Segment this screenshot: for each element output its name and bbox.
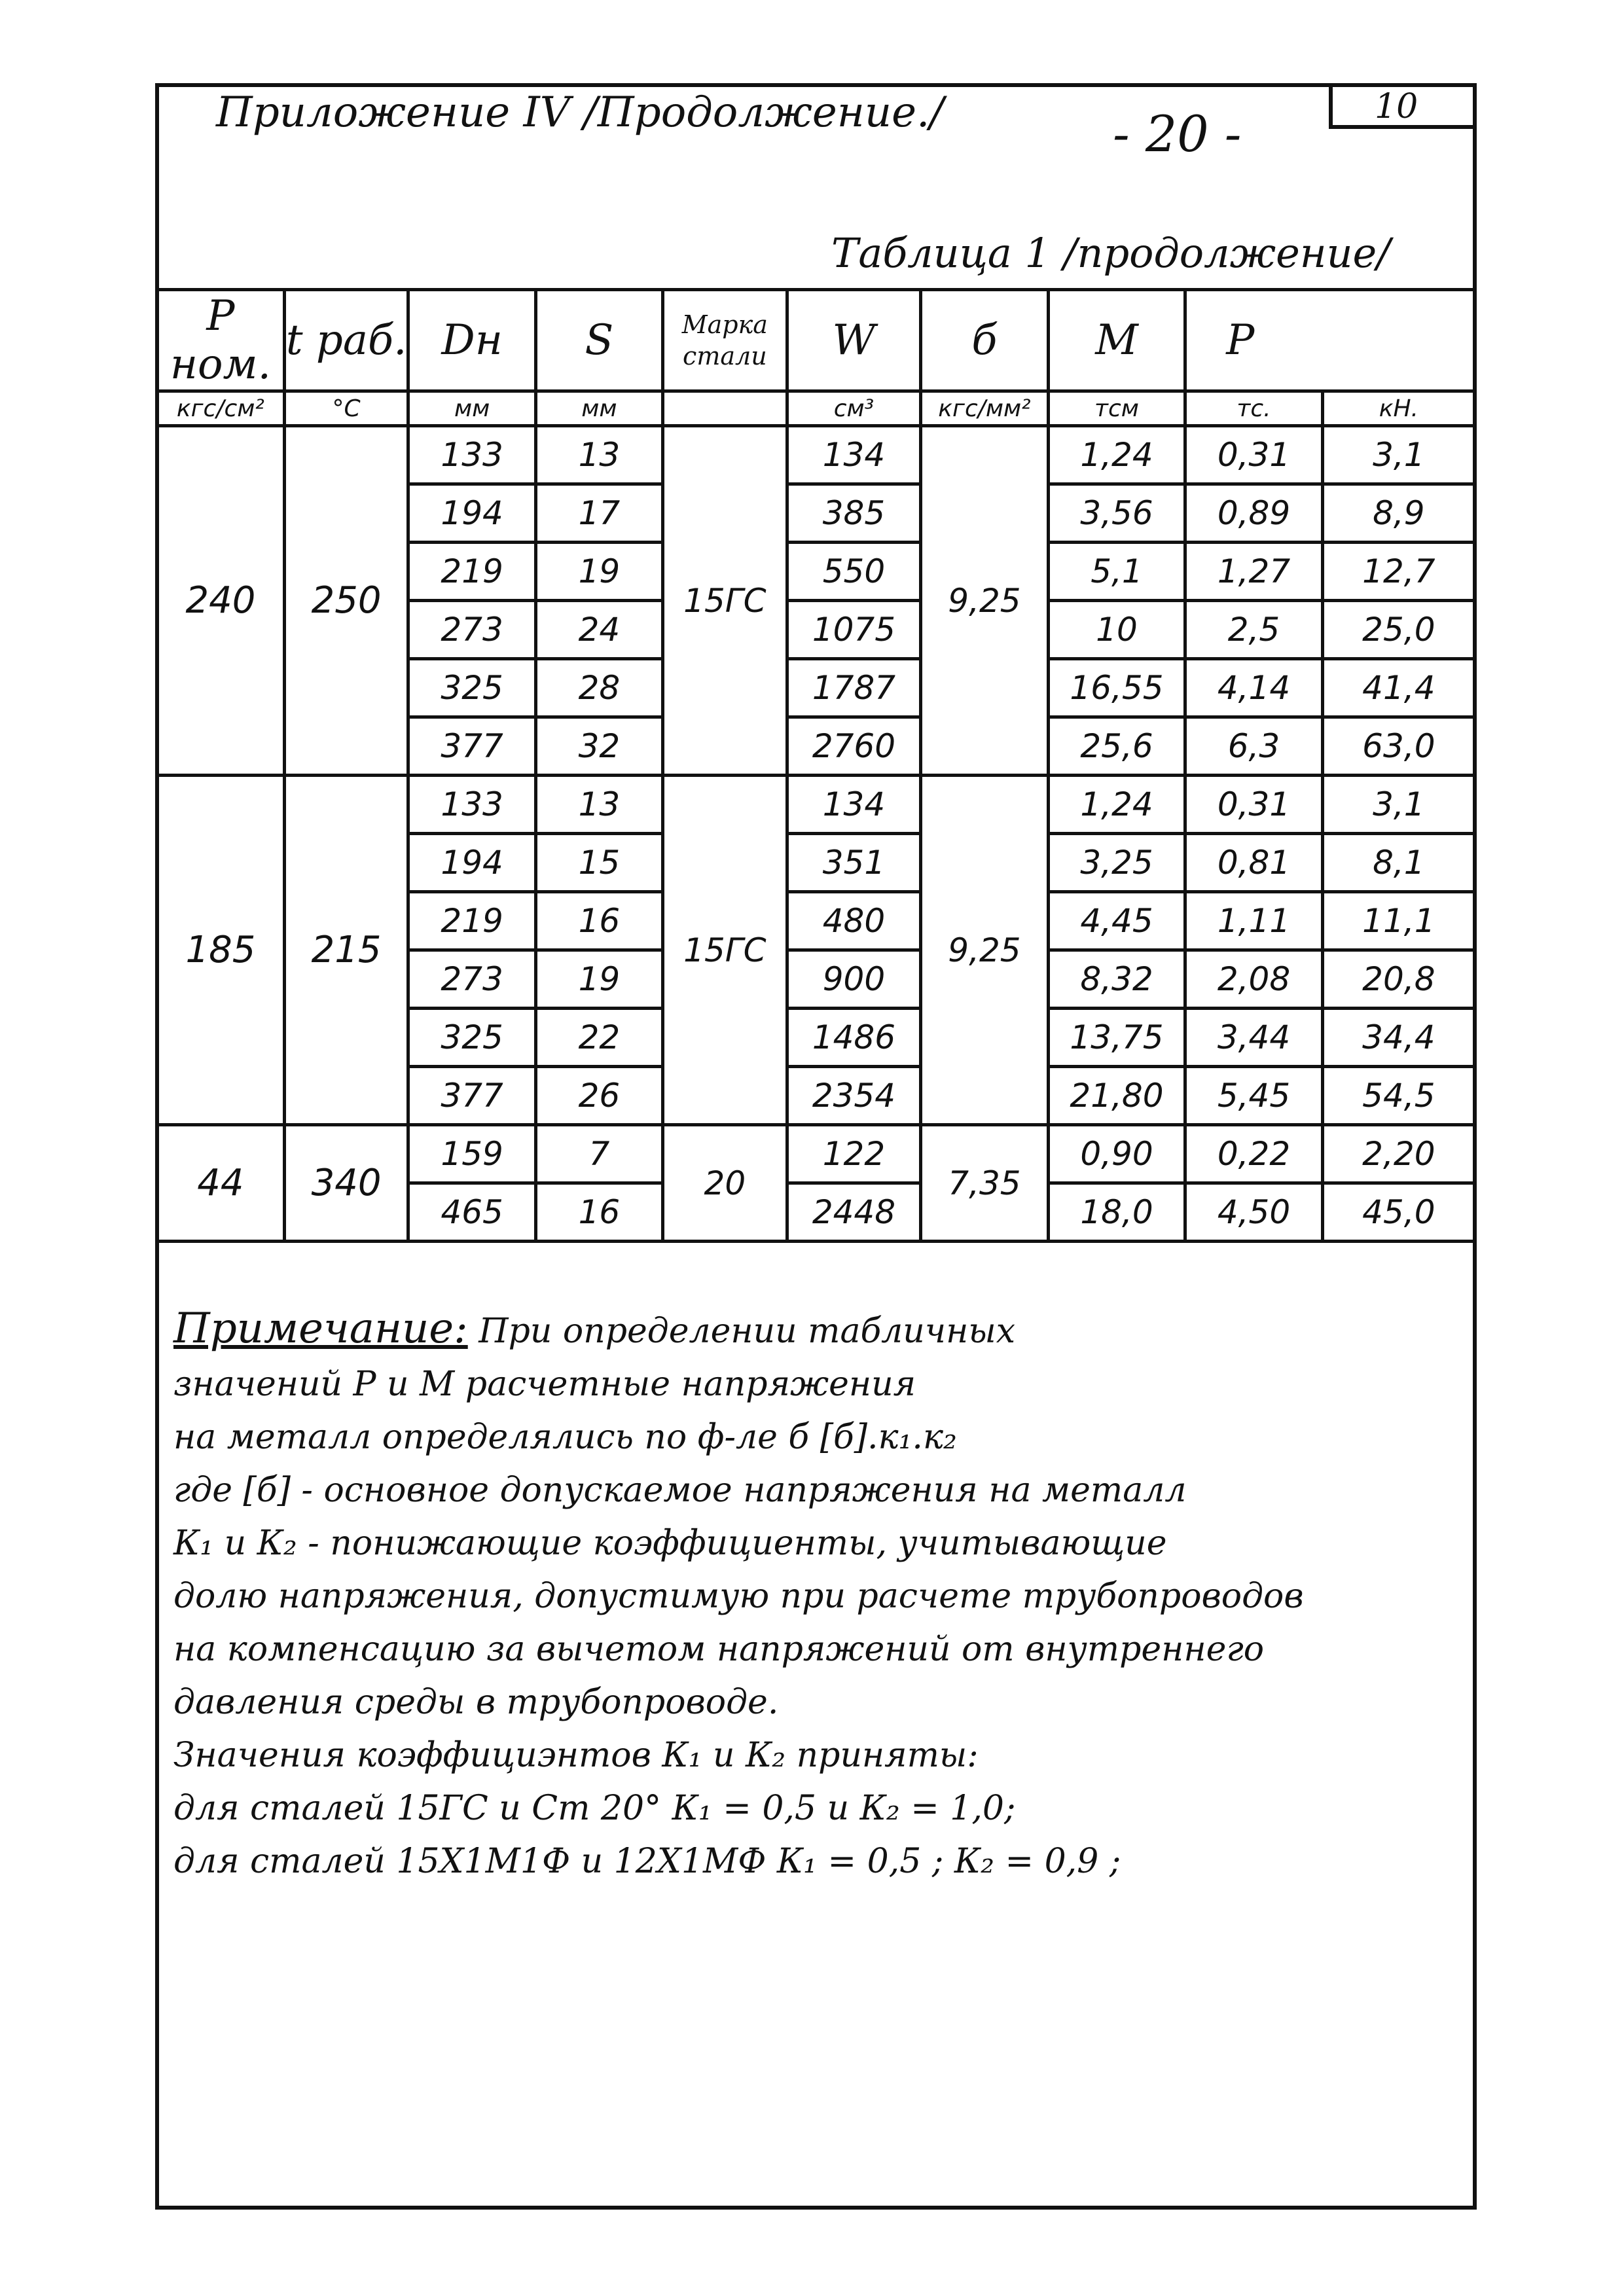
w-cell: 122 — [787, 1125, 921, 1183]
p-kn-cell: 54,5 — [1322, 1067, 1475, 1125]
s-cell: 16 — [535, 1183, 662, 1242]
note-line: долю напряжения, допустимую при расчете трубопроводов — [173, 1577, 1304, 1616]
w-cell: 385 — [787, 484, 921, 543]
col-header: P ном. — [157, 290, 285, 391]
p-kn-cell: 34,4 — [1322, 1009, 1475, 1067]
t-rab-cell: 340 — [284, 1125, 408, 1242]
dn-cell: 194 — [408, 484, 535, 543]
page-number: - 20 - — [1113, 105, 1242, 163]
p-kn-cell: 11,1 — [1322, 892, 1475, 950]
p-kn-cell: 41,4 — [1322, 659, 1475, 717]
p-ts-cell: 1,27 — [1185, 543, 1322, 601]
steel-grade-cell: 20 — [663, 1125, 787, 1242]
appendix-title: Приложение IV /Продолжение./ — [216, 88, 944, 137]
note-line: на металл определялись по ф-ле б [б].к₁.к₂ — [173, 1418, 957, 1457]
p-kn-cell: 8,1 — [1322, 834, 1475, 892]
dn-cell: 133 — [408, 776, 535, 834]
note-line: значений P и M расчетные напряжения — [173, 1365, 916, 1404]
dn-cell: 273 — [408, 601, 535, 659]
w-cell: 2448 — [787, 1183, 921, 1242]
data-table — [155, 288, 1477, 1243]
w-cell: 480 — [787, 892, 921, 950]
p-ts-cell: 3,44 — [1185, 1009, 1322, 1067]
dn-cell: 465 — [408, 1183, 535, 1242]
dn-cell: 273 — [408, 950, 535, 1009]
note-line: для сталей 15ГС и Ст 20° К₁ = 0,5 и К₂ = 1,0; — [173, 1789, 1016, 1828]
s-cell: 17 — [535, 484, 662, 543]
s-cell: 24 — [535, 601, 662, 659]
w-cell: 1075 — [787, 601, 921, 659]
p-ts-cell: 5,45 — [1185, 1067, 1322, 1125]
p-nom-cell: 44 — [157, 1125, 285, 1242]
w-cell: 2354 — [787, 1067, 921, 1125]
dn-cell: 133 — [408, 426, 535, 484]
sigma-cell: 9,25 — [921, 426, 1048, 776]
steel-grade-cell: 15ГС — [663, 426, 787, 776]
note-line: К₁ и К₂ - понижающие коэффициенты, учитывающие — [173, 1524, 1167, 1563]
col-header: M — [1048, 290, 1185, 391]
p-ts-cell: 1,11 — [1185, 892, 1322, 950]
s-cell: 19 — [535, 950, 662, 1009]
steel-grade-cell: 15ГС — [663, 776, 787, 1125]
m-cell: 10 — [1048, 601, 1185, 659]
p-ts-cell: 0,22 — [1185, 1125, 1322, 1183]
col-header: t раб. — [284, 290, 408, 391]
m-cell: 0,90 — [1048, 1125, 1185, 1183]
t-rab-cell: 215 — [284, 776, 408, 1125]
p-ts-cell: 0,31 — [1185, 426, 1322, 484]
s-cell: 16 — [535, 892, 662, 950]
m-cell: 1,24 — [1048, 426, 1185, 484]
dn-cell: 377 — [408, 1067, 535, 1125]
m-cell: 16,55 — [1048, 659, 1185, 717]
sheet-number: 10 — [1375, 87, 1418, 126]
m-cell: 8,32 — [1048, 950, 1185, 1009]
units-row — [157, 391, 1475, 426]
s-cell: 28 — [535, 659, 662, 717]
dn-cell: 219 — [408, 543, 535, 601]
table-row — [157, 426, 1475, 484]
p-kn-cell: 3,1 — [1322, 776, 1475, 834]
p-kn-cell: 45,0 — [1322, 1183, 1475, 1242]
unit-cell: тсм — [1048, 391, 1185, 426]
w-cell: 134 — [787, 426, 921, 484]
p-ts-cell: 0,31 — [1185, 776, 1322, 834]
col-header: Марка стали — [663, 290, 787, 391]
p-kn-cell: 20,8 — [1322, 950, 1475, 1009]
unit-cell: мм — [408, 391, 535, 426]
m-cell: 21,80 — [1048, 1067, 1185, 1125]
unit-cell: кгс/см² — [157, 391, 285, 426]
m-cell: 13,75 — [1048, 1009, 1185, 1067]
w-cell: 900 — [787, 950, 921, 1009]
m-cell: 4,45 — [1048, 892, 1185, 950]
w-cell: 134 — [787, 776, 921, 834]
p-kn-cell: 63,0 — [1322, 717, 1475, 776]
p-kn-cell: 3,1 — [1322, 426, 1475, 484]
dn-cell: 377 — [408, 717, 535, 776]
col-header: б — [921, 290, 1048, 391]
dn-cell: 159 — [408, 1125, 535, 1183]
m-cell: 1,24 — [1048, 776, 1185, 834]
p-nom-cell: 240 — [157, 426, 285, 776]
table-caption: Таблица 1 /продолжение/ — [831, 229, 1391, 277]
unit-cell — [663, 391, 787, 426]
m-cell: 5,1 — [1048, 543, 1185, 601]
m-cell: 3,25 — [1048, 834, 1185, 892]
p-ts-cell: 4,14 — [1185, 659, 1322, 717]
dn-cell: 325 — [408, 659, 535, 717]
w-cell: 351 — [787, 834, 921, 892]
sigma-cell: 7,35 — [921, 1125, 1048, 1242]
s-cell: 22 — [535, 1009, 662, 1067]
s-cell: 13 — [535, 776, 662, 834]
s-cell: 7 — [535, 1125, 662, 1183]
note-lead: Примечание: — [173, 1304, 468, 1353]
w-cell: 1787 — [787, 659, 921, 717]
w-cell: 2760 — [787, 717, 921, 776]
col-header: W — [787, 290, 921, 391]
m-cell: 18,0 — [1048, 1183, 1185, 1242]
unit-cell: кН. — [1322, 391, 1475, 426]
w-cell: 550 — [787, 543, 921, 601]
w-cell: 1486 — [787, 1009, 921, 1067]
s-cell: 32 — [535, 717, 662, 776]
note-line: давления среды в трубопроводе. — [173, 1683, 779, 1722]
p-nom-cell: 185 — [157, 776, 285, 1125]
m-cell: 3,56 — [1048, 484, 1185, 543]
p-kn-cell: 2,20 — [1322, 1125, 1475, 1183]
m-cell: 25,6 — [1048, 717, 1185, 776]
s-cell: 13 — [535, 426, 662, 484]
p-ts-cell: 6,3 — [1185, 717, 1322, 776]
table-row — [157, 1125, 1475, 1183]
col-header: S — [535, 290, 662, 391]
unit-cell: °C — [284, 391, 408, 426]
col-header: Dн — [408, 290, 535, 391]
header-row — [157, 290, 1475, 391]
s-cell: 26 — [535, 1067, 662, 1125]
p-ts-cell: 2,08 — [1185, 950, 1322, 1009]
p-kn-cell: 8,9 — [1322, 484, 1475, 543]
t-rab-cell: 250 — [284, 426, 408, 776]
p-ts-cell: 0,89 — [1185, 484, 1322, 543]
s-cell: 19 — [535, 543, 662, 601]
note-line: Значения коэффициэнтов К₁ и К₂ приняты: — [173, 1736, 979, 1775]
note-line: для сталей 15Х1М1Ф и 12Х1МФ К₁ = 0,5 ; К₂ = 0,9 ; — [173, 1842, 1121, 1881]
p-ts-cell: 0,81 — [1185, 834, 1322, 892]
p-ts-cell: 2,5 — [1185, 601, 1322, 659]
note-block — [173, 1302, 1470, 1888]
sigma-cell: 9,25 — [921, 776, 1048, 1125]
note-line: где [б] - основное допускаемое напряжения на металл — [173, 1471, 1187, 1510]
dn-cell: 194 — [408, 834, 535, 892]
col-header: P — [1185, 290, 1475, 391]
dn-cell: 219 — [408, 892, 535, 950]
p-kn-cell: 12,7 — [1322, 543, 1475, 601]
unit-cell: см³ — [787, 391, 921, 426]
p-ts-cell: 4,50 — [1185, 1183, 1322, 1242]
p-kn-cell: 25,0 — [1322, 601, 1475, 659]
unit-cell: тс. — [1185, 391, 1322, 426]
unit-cell: кгс/мм² — [921, 391, 1048, 426]
note-line: При определении табличных — [478, 1312, 1016, 1351]
unit-cell: мм — [535, 391, 662, 426]
s-cell: 15 — [535, 834, 662, 892]
table-row — [157, 776, 1475, 834]
note-line: на компенсацию за вычетом напряжений от внутреннего — [173, 1630, 1265, 1669]
dn-cell: 325 — [408, 1009, 535, 1067]
